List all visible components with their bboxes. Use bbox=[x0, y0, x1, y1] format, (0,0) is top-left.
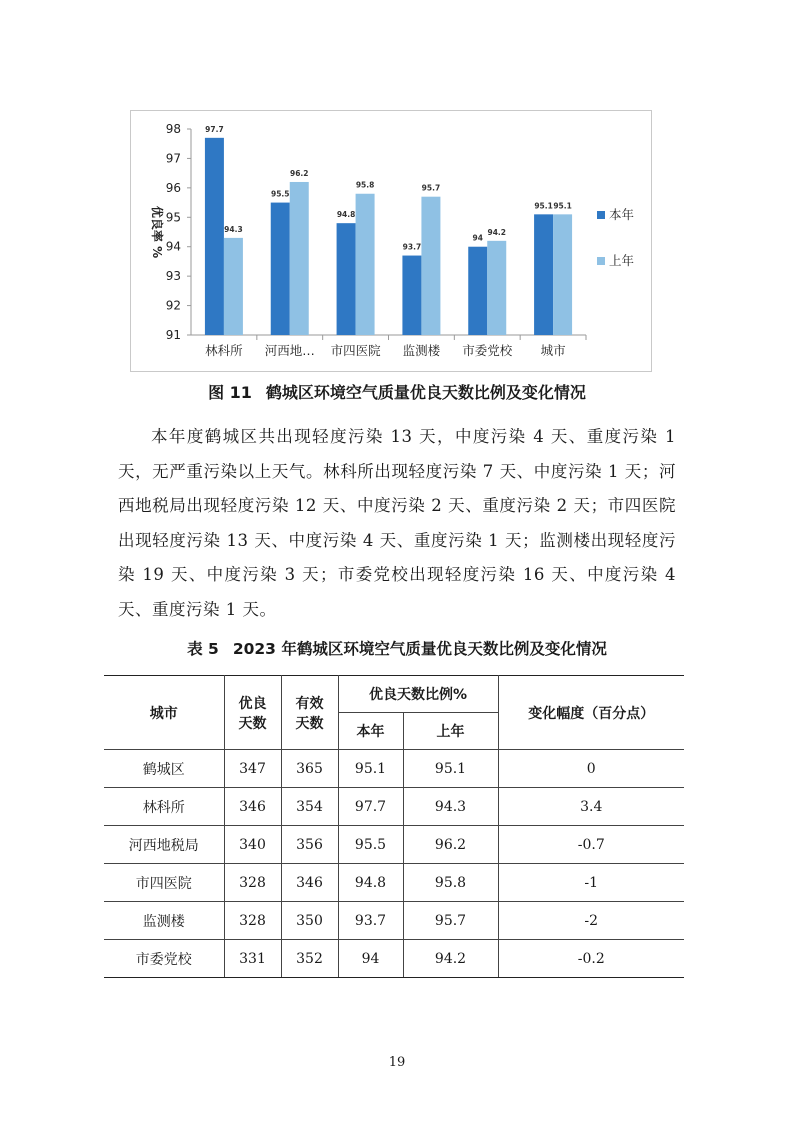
table-row bbox=[104, 750, 684, 788]
legend-swatch bbox=[597, 211, 605, 219]
x-tick-label: 监测楼 bbox=[402, 343, 441, 358]
data-label: 95.5 bbox=[270, 189, 290, 199]
y-axis-label: 优良率 % bbox=[150, 205, 164, 259]
table-cell: 347 bbox=[224, 750, 281, 788]
bar-this-year bbox=[271, 203, 290, 335]
table-cell: -0.7 bbox=[498, 826, 684, 864]
chart-svg bbox=[131, 111, 651, 371]
x-tick-label: 林科所 bbox=[205, 343, 243, 358]
data-label: 97.7 bbox=[205, 124, 224, 134]
bar-this-year bbox=[402, 256, 421, 335]
legend-label: 上年 bbox=[609, 253, 635, 268]
table-cell: 331 bbox=[224, 940, 281, 978]
y-tick-label: 97 bbox=[165, 151, 181, 166]
table-cell: 96.2 bbox=[403, 826, 498, 864]
bar-this-year bbox=[337, 223, 356, 335]
table-cell: 95.5 bbox=[338, 826, 403, 864]
data-label: 95.8 bbox=[355, 180, 375, 190]
table-cell: 97.7 bbox=[338, 788, 403, 826]
x-tick-label: 河西地… bbox=[264, 343, 315, 358]
table-cell: -1 bbox=[498, 864, 684, 902]
data-label: 94.3 bbox=[224, 224, 243, 234]
table-cell: 94.3 bbox=[403, 788, 498, 826]
x-tick-label: 市四医院 bbox=[330, 343, 381, 358]
data-label: 96.2 bbox=[289, 168, 309, 178]
table-cell: 350 bbox=[281, 902, 338, 940]
bar-last-year bbox=[487, 241, 506, 335]
table-cell: 352 bbox=[281, 940, 338, 978]
table-cell: 鹤城区 bbox=[104, 750, 224, 788]
table-cell: 94.8 bbox=[338, 864, 403, 902]
table-cell: 市委党校 bbox=[104, 940, 224, 978]
header-ratio: 优良天数比例% bbox=[338, 676, 498, 713]
table-cell: 95.1 bbox=[403, 750, 498, 788]
table-cell: 340 bbox=[224, 826, 281, 864]
table-row bbox=[104, 788, 684, 826]
table-cell: -2 bbox=[498, 902, 684, 940]
data-label: 95.7 bbox=[421, 183, 441, 193]
table-body bbox=[104, 750, 684, 978]
table-cell: 3.4 bbox=[498, 788, 684, 826]
header-good-days: 优良 天数 bbox=[224, 676, 281, 750]
y-tick-label: 98 bbox=[165, 122, 181, 136]
header-change: 变化幅度（百分点） bbox=[498, 676, 684, 750]
data-table bbox=[104, 675, 684, 978]
table-row bbox=[104, 826, 684, 864]
y-tick-label: 92 bbox=[165, 298, 181, 313]
data-label: 93.7 bbox=[402, 242, 422, 252]
table-cell: 356 bbox=[281, 826, 338, 864]
header-this-year: 本年 bbox=[338, 713, 403, 750]
table-cell: 95.8 bbox=[403, 864, 498, 902]
table-cell: 市四医院 bbox=[104, 864, 224, 902]
table-cell: 0 bbox=[498, 750, 684, 788]
table-cell: 346 bbox=[281, 864, 338, 902]
body-paragraph: 本年度鹤城区共出现轻度污染 13 天，中度污染 4 天、重度污染 1 天，无严重污染以上天气。林科所出现轻度污染 7 天、中度污染 1 天；河西地税局出现轻度污染 12 天、中度污染 2 天、重度污染 2 天；市四医院出现轻度污染 13 天、中度污染 4 天、重度污染 1 天；监测楼出现轻度污染 19 天、中度污染 3 天；市委党校出现轻度污染 16 天、中度污染 4 天、重度污染 1 天。 bbox=[118, 427, 676, 619]
table-cell: 95.1 bbox=[338, 750, 403, 788]
bar-last-year bbox=[553, 214, 572, 335]
x-tick-label: 城市 bbox=[540, 343, 566, 358]
table-cell: 346 bbox=[224, 788, 281, 826]
bar-last-year bbox=[421, 197, 440, 335]
table-cell: 河西地税局 bbox=[104, 826, 224, 864]
table-cell: 328 bbox=[224, 864, 281, 902]
table-cell: 365 bbox=[281, 750, 338, 788]
bar-this-year bbox=[468, 247, 487, 335]
table-caption bbox=[0, 637, 794, 659]
x-tick-label: 市委党校 bbox=[462, 343, 513, 358]
table-cell: 94 bbox=[338, 940, 403, 978]
bar-chart bbox=[130, 110, 652, 372]
header-city: 城市 bbox=[104, 676, 224, 750]
page-number: 19 bbox=[388, 1055, 406, 1070]
data-label: 95.1 bbox=[534, 201, 553, 211]
bar-last-year bbox=[356, 194, 375, 335]
legend-label: 本年 bbox=[609, 207, 635, 222]
bar-last-year bbox=[224, 238, 243, 335]
y-tick-label: 93 bbox=[165, 269, 181, 284]
y-tick-label: 91 bbox=[165, 328, 181, 342]
table-cell: 林科所 bbox=[104, 788, 224, 826]
bar-this-year bbox=[534, 214, 553, 335]
table-cell: 94.2 bbox=[403, 940, 498, 978]
table-cell: 93.7 bbox=[338, 902, 403, 940]
table-row bbox=[104, 940, 684, 978]
table-cell: 328 bbox=[224, 902, 281, 940]
table-cell: 354 bbox=[281, 788, 338, 826]
data-label: 94.8 bbox=[336, 210, 356, 220]
table-title: 2023 年鹤城区环境空气质量优良天数比例及变化情况 bbox=[232, 640, 607, 658]
data-label: 94.2 bbox=[487, 227, 507, 237]
table-row bbox=[104, 864, 684, 902]
table-cell: 监测楼 bbox=[104, 902, 224, 940]
table-cell: -0.2 bbox=[498, 940, 684, 978]
legend-swatch bbox=[597, 257, 605, 265]
y-tick-label: 96 bbox=[165, 180, 181, 195]
data-label: 94 bbox=[472, 233, 483, 243]
header-last-year: 上年 bbox=[403, 713, 498, 750]
data-label: 95.1 bbox=[553, 201, 572, 211]
figure-caption bbox=[0, 380, 794, 403]
table-row bbox=[104, 902, 684, 940]
figure-title: 鹤城区环境空气质量优良天数比例及变化情况 bbox=[265, 383, 586, 402]
table-cell: 95.7 bbox=[403, 902, 498, 940]
y-tick-label: 94 bbox=[165, 239, 181, 254]
table-number: 表 5 bbox=[187, 640, 219, 658]
bar-this-year bbox=[205, 138, 224, 335]
figure-number: 图 11 bbox=[208, 383, 252, 402]
bar-last-year bbox=[290, 182, 309, 335]
y-tick-label: 95 bbox=[165, 210, 181, 225]
header-valid-days: 有效 天数 bbox=[281, 676, 338, 750]
